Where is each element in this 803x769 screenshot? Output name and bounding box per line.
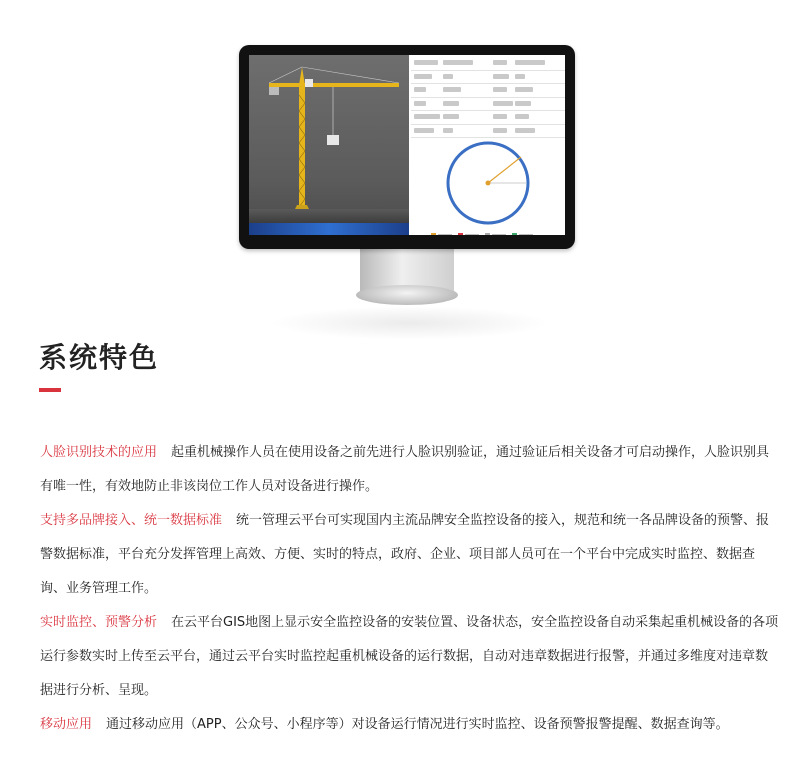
feature-description: 统一管理云平台可实现国内主流品牌安全监控设备的接入，规范和统一各品牌设备的预警、报警数据标准，平台充分发挥管理上高效、方便、实时的特点，政府、企业、项目部人员可在一个平台中完成实时监控、数据查询、业务管理工作。 [40,513,770,596]
feature-title: 移动应用 [40,717,93,732]
feature-description: 在云平台GIS地图上显示安全监控设备的安装位置、设备状态，安全监控设备自动采集起重机械设备的各项运行参数实时上传至云平台，通过云平台实时监控起重机械设备的运行数据，自动对违章数据进行报警，并通过多维度对违章数据进行分析、呈现。 [40,615,779,698]
parameter-row [411,71,565,85]
parameter-row [411,111,565,125]
section-title: 系统特色 [39,341,160,374]
parameter-row [411,57,565,71]
tower-crane-icon [249,55,409,235]
parameter-row [411,125,565,139]
feature-list [40,436,780,742]
title-underline [39,388,61,392]
feature-item [40,436,780,504]
data-panel [411,55,565,235]
feature-item [40,606,780,708]
ground-strip [249,209,409,223]
parameter-row [411,84,565,98]
feature-title: 人脸识别技术的应用 [40,445,158,460]
monitor-illustration [239,45,575,249]
rotation-gauge-icon [433,141,543,225]
feature-item [40,708,780,742]
feature-description: 通过移动应用（APP、公众号、小程序等）对设备运行情况进行实时监控、设备预警报警提醒、数据查询等。 [106,717,729,732]
monitor-screen [249,55,565,235]
feature-item [40,504,780,606]
monitor-shadow [270,306,550,340]
parameter-grid [411,57,565,138]
monitor-stand-base [356,285,458,305]
feature-title: 实时监控、预警分析 [40,615,158,630]
parameter-row [411,98,565,112]
scene-status-bar [249,223,409,235]
crane-scene [249,55,409,235]
feature-title: 支持多品牌接入、统一数据标准 [40,513,223,528]
feature-description: 起重机械操作人员在使用设备之前先进行人脸识别验证，通过验证后相关设备才可启动操作，人脸识别具有唯一性，有效地防止非该岗位工作人员对设备进行操作。 [40,445,770,494]
gauge-legend [431,225,551,231]
